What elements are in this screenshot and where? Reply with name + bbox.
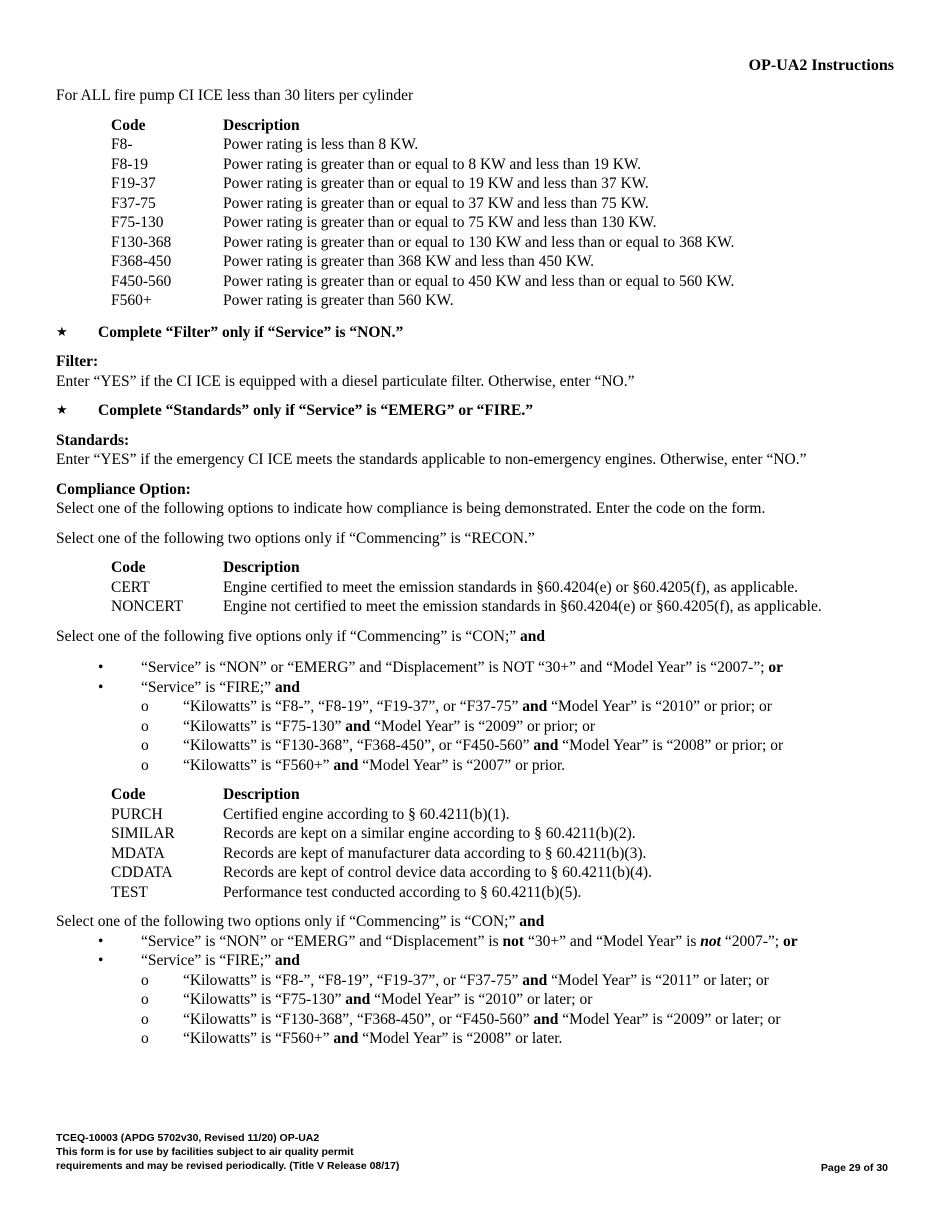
- table-row: [111, 174, 734, 194]
- list-item: [56, 1029, 896, 1049]
- table-row: [111, 291, 734, 311]
- code-cell: CERT: [111, 578, 150, 596]
- con2-sub-list: [56, 971, 896, 1049]
- list-item: [56, 697, 896, 717]
- list-item: [56, 756, 896, 776]
- table-row: [111, 578, 822, 598]
- con2-bullet-list: [56, 932, 896, 971]
- sub-text-b: “Model Year” is “2009” or prior; or: [374, 717, 595, 735]
- bullet-text: “Service” is “FIRE;”: [141, 952, 271, 969]
- code-cell: F37-75: [111, 194, 156, 212]
- footer-form-id: TCEQ-10003 (APDG 5702v30, Revised 11/20) OP-UA2: [56, 1132, 320, 1144]
- sub-text-a: “Kilowatts” is “F75-130”: [183, 991, 342, 1008]
- circle-bullet-icon: o: [141, 1010, 149, 1028]
- con5-intro: [56, 627, 896, 647]
- circle-bullet-icon: o: [141, 756, 149, 774]
- sub-text-a: “Kilowatts” is “F560+”: [183, 756, 330, 774]
- sub-and: and: [345, 717, 371, 735]
- bullet-text: “Service” is “FIRE;”: [141, 678, 271, 696]
- bullet-bold: and: [274, 952, 300, 969]
- sub-text-b: “Model Year” is “2011” or later; or: [551, 971, 769, 989]
- sub-text-a: “Kilowatts” is “F75-130”: [183, 717, 342, 735]
- code-cell: PURCH: [111, 805, 163, 823]
- sub-and: and: [522, 971, 548, 989]
- desc-cell: Power rating is greater than or equal to 8 KW and less than 19 KW.: [223, 155, 641, 173]
- sub-text-a: “Kilowatts” is “F8-”, “F8-19”, “F19-37”, or “F37-75”: [183, 698, 519, 715]
- code-cell: TEST: [111, 883, 149, 901]
- desc-cell: Power rating is greater than or equal to 450 KW and less than or equal to 560 KW.: [223, 272, 735, 290]
- bullet-bold-italic-not: not: [700, 932, 721, 950]
- con5-sub-list: [56, 697, 896, 775]
- bullet-bold: and: [274, 678, 300, 696]
- bullet-bold: or: [782, 932, 798, 950]
- filter-text: Enter “YES” if the CI ICE is equipped with a diesel particulate filter. Otherwise, enter “NO.”: [56, 372, 635, 390]
- bullet-text: “Service” is “NON” or “EMERG” and “Displacement” is NOT “30+” and “Model Year” is “2007-”;: [141, 659, 765, 676]
- standards-instruction-text: Complete “Standards” only if “Service” is “EMERG” or “FIRE.”: [98, 402, 533, 419]
- desc-cell: Power rating is greater than or equal to 19 KW and less than 37 KW.: [223, 175, 649, 192]
- con2-intro-bold: and: [519, 913, 545, 930]
- recon-code-table: [111, 558, 822, 617]
- list-item: [56, 1010, 896, 1030]
- bullet-text: “2007-”;: [724, 932, 780, 950]
- bullet-icon: •: [98, 932, 104, 950]
- code-cell: F8-19: [111, 155, 149, 173]
- page-number: Page 29 of 30: [820, 1162, 888, 1174]
- code-cell: F19-37: [111, 175, 156, 192]
- table-row: [111, 213, 734, 233]
- list-item: [56, 990, 896, 1010]
- desc-cell: Power rating is greater than or equal to 37 KW and less than 75 KW.: [223, 194, 649, 212]
- bullet-icon: •: [98, 952, 104, 969]
- code-cell: F130-368: [111, 233, 172, 251]
- sub-and: and: [533, 1010, 559, 1028]
- table-row: [111, 805, 652, 825]
- code-cell: F8-: [111, 136, 133, 153]
- list-item: [56, 658, 896, 678]
- footer-note-line: This form is for use by facilities subject to air quality permit: [56, 1146, 354, 1158]
- desc-cell: Power rating is greater than 368 KW and less than 450 KW.: [223, 253, 595, 270]
- table-row: [111, 233, 734, 253]
- sub-and: and: [333, 756, 359, 774]
- desc-cell: Engine certified to meet the emission standards in §60.4204(e) or §60.4205(f), as applicable.: [223, 578, 799, 596]
- table-row: [111, 194, 734, 214]
- table-row: [111, 135, 734, 155]
- page-header-title: OP-UA2 Instructions: [748, 57, 894, 74]
- sub-text-b: “Model Year” is “2008” or prior; or: [562, 737, 784, 754]
- circle-bullet-icon: o: [141, 971, 149, 989]
- list-item: [56, 736, 896, 756]
- circle-bullet-icon: o: [141, 717, 149, 735]
- table-row: [111, 883, 652, 903]
- code-cell: F450-560: [111, 272, 172, 290]
- sub-and: and: [345, 991, 371, 1008]
- code-cell: CDDATA: [111, 864, 173, 881]
- col-code-header: Code: [111, 116, 146, 134]
- circle-bullet-icon: o: [141, 991, 149, 1008]
- col-desc-header: Description: [223, 116, 300, 134]
- standards-label: Standards:: [56, 431, 130, 449]
- circle-bullet-icon: o: [141, 737, 149, 754]
- code-cell: F560+: [111, 292, 152, 309]
- table-row: [111, 252, 734, 272]
- code-cell: MDATA: [111, 844, 165, 862]
- table-row: [111, 597, 822, 617]
- desc-cell: Records are kept of manufacturer data according to § 60.4211(b)(3).: [223, 844, 647, 862]
- table-row: [111, 844, 652, 864]
- sub-and: and: [533, 737, 559, 754]
- star-icon: ★: [56, 403, 68, 418]
- con2-intro: [56, 912, 896, 932]
- desc-cell: Performance test conducted according to § 60.4211(b)(5).: [223, 883, 582, 901]
- desc-cell: Power rating is greater than 560 KW.: [223, 292, 454, 309]
- con5-bullet-list: [56, 658, 896, 697]
- list-item: [56, 678, 896, 698]
- standards-instruction: [56, 401, 896, 421]
- list-item: [56, 951, 896, 971]
- desc-cell: Certified engine according to § 60.4211(b)(1).: [223, 805, 510, 823]
- bullet-text: “30+” and “Model Year” is: [527, 932, 697, 950]
- col-code-header: Code: [111, 559, 146, 576]
- list-item: [56, 971, 896, 991]
- code-cell: F368-450: [111, 253, 172, 270]
- sub-text-b: “Model Year” is “2007” or prior.: [362, 756, 565, 774]
- code-cell: SIMILAR: [111, 825, 175, 842]
- circle-bullet-icon: o: [141, 698, 149, 715]
- table-row: [111, 863, 652, 883]
- desc-cell: Power rating is less than 8 KW.: [223, 136, 419, 153]
- bullet-bold: or: [768, 659, 784, 676]
- sub-text-b: “Model Year” is “2008” or later.: [362, 1030, 563, 1047]
- sub-text-b: “Model Year” is “2010” or later; or: [374, 991, 593, 1008]
- bullet-icon: •: [98, 678, 104, 696]
- footer-note-line: requirements and may be revised periodically. (Title V Release 08/17): [56, 1160, 400, 1172]
- col-code-header: Code: [111, 786, 146, 803]
- table-row: [111, 824, 652, 844]
- page-footer: [56, 1131, 399, 1173]
- table-header-row: [111, 116, 734, 136]
- desc-cell: Power rating is greater than or equal to 75 KW and less than 130 KW.: [223, 214, 657, 231]
- table-header-row: [111, 558, 822, 578]
- desc-cell: Power rating is greater than or equal to 130 KW and less than or equal to 368 KW.: [223, 233, 735, 251]
- sub-text-a: “Kilowatts” is “F130-368”, “F368-450”, or “F450-560”: [183, 1010, 530, 1028]
- star-icon: ★: [56, 324, 68, 340]
- bullet-icon: •: [98, 659, 104, 676]
- sub-text-b: “Model Year” is “2009” or later; or: [562, 1010, 781, 1028]
- sub-and: and: [522, 698, 548, 715]
- con-code-table: [111, 785, 652, 902]
- sub-and: and: [333, 1030, 359, 1047]
- sub-text-a: “Kilowatts” is “F8-”, “F8-19”, “F19-37”, or “F37-75”: [183, 971, 519, 989]
- filter-label: Filter:: [56, 353, 99, 370]
- circle-bullet-icon: o: [141, 1030, 149, 1047]
- bullet-text: “Service” is “NON” or “EMERG” and “Displacement” is: [141, 932, 499, 950]
- con5-intro-bold: and: [520, 627, 546, 645]
- con5-intro-text: Select one of the following five options only if “Commencing” is “CON;”: [56, 627, 517, 645]
- code-cell: NONCERT: [111, 598, 184, 615]
- compliance-text: Select one of the following options to indicate how compliance is being demonstrated. Enter the code on the form.: [56, 500, 766, 517]
- intro-text: For ALL fire pump CI ICE less than 30 liters per cylinder: [56, 87, 414, 104]
- desc-cell: Engine not certified to meet the emission standards in §60.4204(e) or §60.4205(f), as applicable.: [223, 598, 822, 615]
- desc-cell: Records are kept on a similar engine according to § 60.4211(b)(2).: [223, 825, 636, 842]
- table-row: [111, 155, 734, 175]
- filter-instruction-text: Complete “Filter” only if “Service” is “NON.”: [98, 323, 404, 341]
- code-cell: F75-130: [111, 214, 164, 231]
- kilowatts-code-table: [111, 116, 734, 311]
- standards-text: Enter “YES” if the emergency CI ICE meets the standards applicable to non-emergency engines. Otherwise, enter “NO.”: [56, 451, 807, 468]
- sub-text-a: “Kilowatts” is “F130-368”, “F368-450”, or “F450-560”: [183, 737, 530, 754]
- bullet-bold-not: not: [502, 932, 525, 950]
- table-header-row: [111, 785, 652, 805]
- desc-cell: Records are kept of control device data according to § 60.4211(b)(4).: [223, 864, 652, 881]
- col-desc-header: Description: [223, 786, 300, 803]
- sub-text-a: “Kilowatts” is “F560+”: [183, 1030, 330, 1047]
- filter-instruction: [56, 323, 896, 343]
- document-body: [56, 86, 896, 1049]
- list-item: [56, 717, 896, 737]
- sub-text-b: “Model Year” is “2010” or prior; or: [551, 698, 772, 715]
- col-desc-header: Description: [223, 559, 300, 576]
- con2-intro-text: Select one of the following two options only if “Commencing” is “CON;”: [56, 913, 516, 930]
- recon-intro: Select one of the following two options only if “Commencing” is “RECON.”: [56, 529, 535, 547]
- list-item: [56, 932, 896, 952]
- compliance-label: Compliance Option:: [56, 480, 191, 498]
- table-row: [111, 272, 734, 292]
